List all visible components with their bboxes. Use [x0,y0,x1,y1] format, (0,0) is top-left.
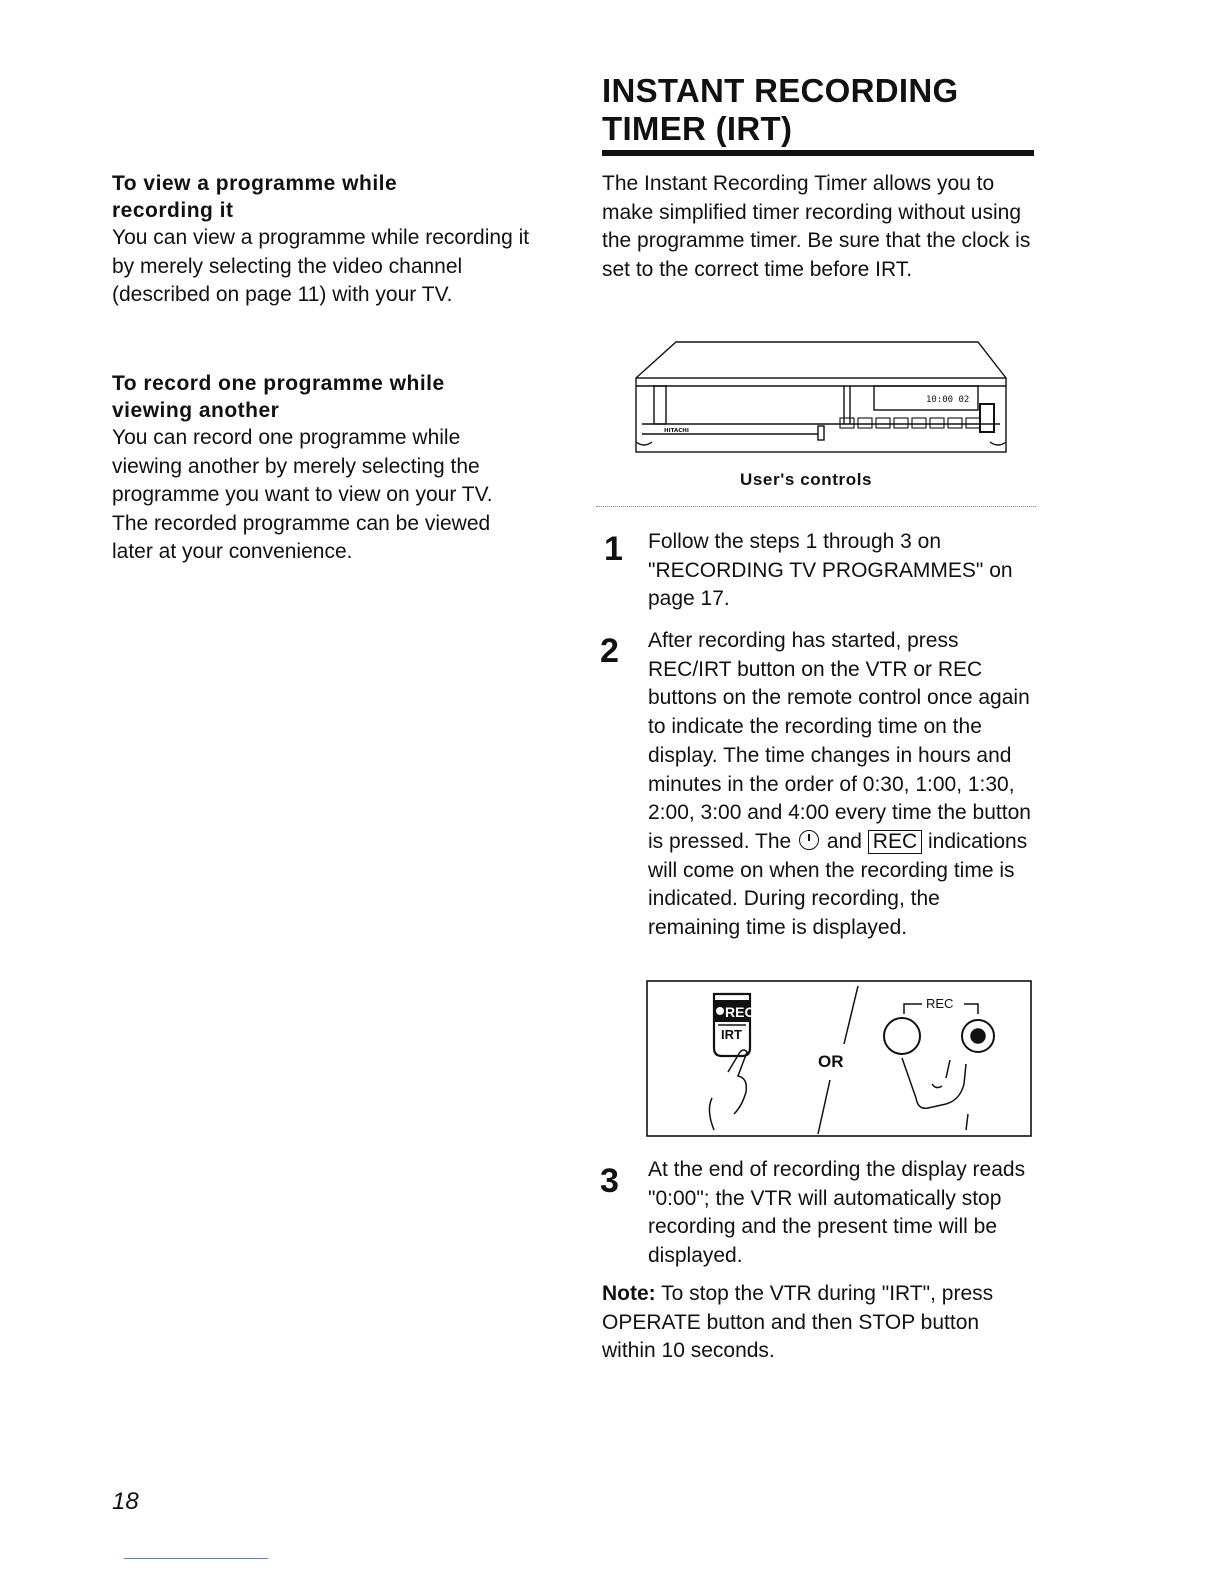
note-text: To stop the VTR during "IRT", press OPERATE button and then STOP button within 10 seconds. [602,1282,994,1363]
footer-rule [124,1558,268,1559]
figure-divider [596,506,1036,507]
note-paragraph [602,1280,1022,1366]
step-text-2-after: indications will come on when the recording time is indicated. During recording, the remaining time is displayed. [648,829,1028,940]
vtr-front-panel-illustration [628,338,1014,458]
vtr-rec-irt-button [714,994,755,1056]
section-body-record-while-viewing: You can record one programme while viewing another by merely selecting the programme you want to view on your TV. The recorded programme can be viewed later at your convenience. [112,426,493,563]
step-number-3: 3 [600,1162,619,1200]
intro-paragraph: The Instant Recording Timer allows you to make simplified timer recording without using the programme timer. Be sure that the clock is set to the correct time before IRT. [602,172,1031,281]
rec-button-label: REC [725,1004,755,1020]
pressing-finger-icon [709,1050,747,1130]
remote-rec-buttons [884,1004,994,1054]
step-text-2-before: The [755,829,792,853]
step-number-1: 1 [604,530,623,568]
remote-rec-label: REC [926,996,954,1011]
section-body-view-while-recording: You can view a programme while recording it by merely selecting the video channel (described on page 11) with your TV. [112,226,530,306]
vtr-control-buttons [840,404,994,432]
page-title-line2: TIMER (IRT) [602,110,793,147]
figure-caption-users-controls: User's controls [740,470,873,489]
section-heading-view-while-recording: To view a programme while recording it [112,172,398,222]
step-text-1: Follow the steps 1 through 3 on "RECORDING TV PROGRAMMES" on page 17. [648,530,1013,611]
step-text-2-mid: and [826,829,862,853]
page-number: 18 [112,1488,139,1515]
clock-icon [799,830,819,850]
irt-button-label: IRT [721,1027,742,1042]
step-text-2 [648,627,1032,943]
page-title-line1: INSTANT RECORDING [602,72,959,109]
vtr-brand-label: HITACHI [664,428,689,434]
vtr-display-readout: 10:00 02 [926,395,970,405]
or-label: OR [818,1052,844,1071]
two-finger-press-icon [902,1058,968,1130]
rec-indicator-box: REC [868,830,922,854]
note-label: Note: [602,1282,656,1305]
title-underline [602,150,1034,156]
section-heading-record-while-viewing: To record one programme while viewing another [112,372,445,422]
page-title [602,72,1032,148]
step-number-2: 2 [600,632,619,670]
step-text-3: At the end of recording the display reads "0:00"; the VTR will automatically stop recording and the present time will be displayed. [648,1158,1026,1268]
rec-irt-button-illustration [646,980,1032,1138]
step-text-2-main: After recording has started, press REC/IRT button on the VTR or REC buttons on the remote control once again to indicate the recording time on the display. The time changes in hours and minutes in the order of 0:30, 1:00, 1:30, 2:00, 3:00 and 4:00 every time the button is pressed. [648,629,1031,853]
